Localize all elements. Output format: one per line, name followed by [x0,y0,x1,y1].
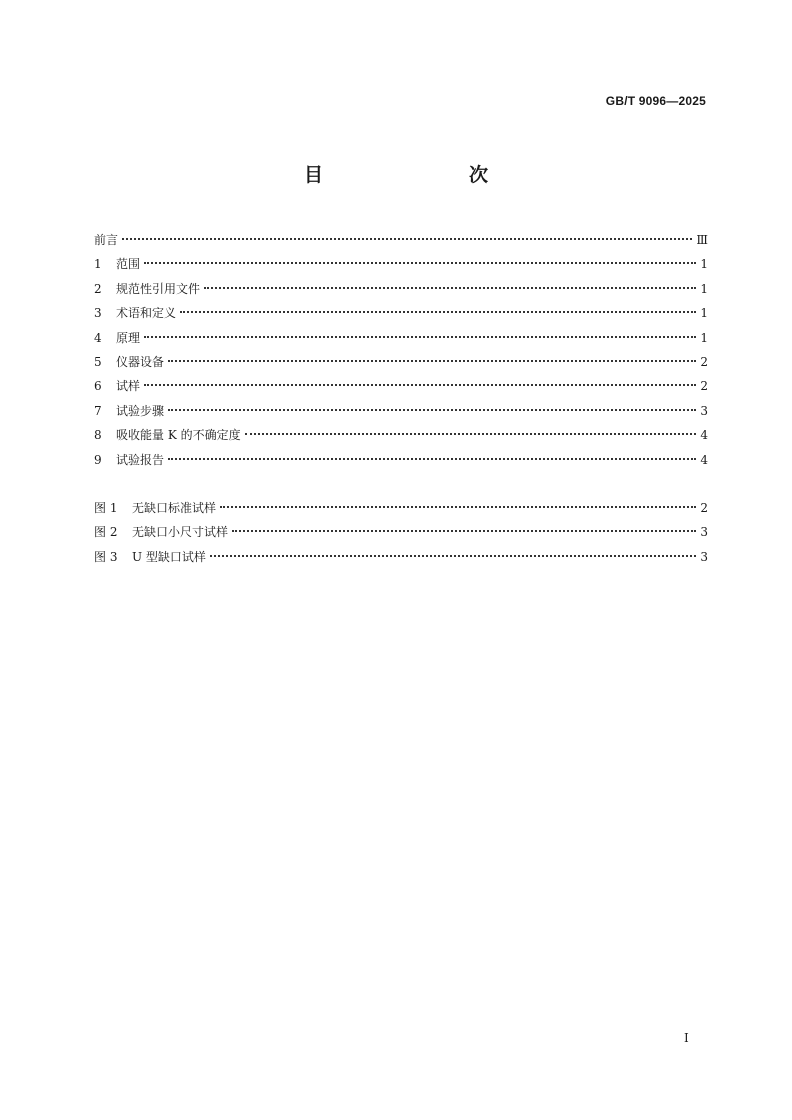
figure-entry-1[interactable] [94,496,708,520]
toc-entry-text: 吸收能量 K 的不确定度 [116,428,241,443]
toc-entry-page: Ⅲ [696,233,708,247]
toc-entry-apparatus[interactable] [94,350,708,374]
figure-entry-text: U 型缺口试样 [132,549,206,564]
toc-entry-number: 5 [94,354,102,369]
toc-entry-number: 8 [94,428,102,443]
toc-entry-text: 规范性引用文件 [116,281,201,296]
toc-entry-normative-references[interactable] [94,277,708,301]
toc-leader [180,311,696,313]
toc-leader [144,384,696,386]
toc-list [94,228,708,472]
toc-entry-scope[interactable] [94,252,708,276]
toc-entry-page: 4 [700,428,708,443]
figure-entry-text: 无缺口小尺寸试样 [132,525,229,540]
toc-leader [168,458,696,460]
toc-leader [204,287,696,289]
toc-entry-page: 2 [700,379,708,394]
toc-entry-terms[interactable] [94,301,708,325]
toc-entry-page: 1 [700,306,708,321]
toc-leader [220,506,696,508]
toc-entry-number: 7 [94,403,102,418]
toc-leader [210,555,696,557]
figure-entry-2[interactable] [94,520,708,544]
toc-entry-page: 1 [700,257,708,272]
toc-leader [144,262,696,264]
toc-leader [168,360,696,362]
toc-leader [232,530,696,532]
figure-entry-number: 图 1 [94,501,118,515]
standard-code: GB/T 9096—2025 [605,94,706,108]
toc-entry-page: 3 [700,403,708,418]
toc-entry-text: 试验步骤 [116,403,165,418]
toc-leader [168,409,696,411]
toc-entry-number: 3 [94,306,102,321]
toc-entry-number: 9 [94,452,102,467]
figure-entry-page: 3 [700,549,708,564]
toc-entry-text: 仪器设备 [116,354,165,369]
toc-entry-text: 试样 [116,379,141,394]
toc-entry-number: 6 [94,379,102,394]
figure-entry-page: 3 [700,525,708,540]
page-number: I [684,1031,689,1045]
toc-entry-text: 术语和定义 [116,306,177,321]
figure-entry-number: 图 2 [94,525,118,540]
toc-entry-text: 范围 [116,257,141,272]
toc-entry-page: 4 [700,452,708,467]
toc-entry-uncertainty[interactable] [94,423,708,447]
figure-list [94,496,708,569]
toc-entry-test-report[interactable] [94,448,708,472]
toc-entry-specimens[interactable] [94,374,708,398]
toc-leader [122,238,692,240]
toc-entry-page: 2 [700,354,708,369]
toc-entry-procedure[interactable] [94,399,708,423]
toc-entry-principle[interactable] [94,326,708,350]
toc-entry-number: 4 [94,330,102,345]
figure-entry-number: 图 3 [94,549,118,564]
toc-entry-page: 1 [700,281,708,296]
toc-entry-text: 试验报告 [116,452,165,467]
toc-leader [144,336,696,338]
toc-entry-foreword[interactable] [94,228,708,252]
toc-entry-number: 2 [94,281,102,296]
toc-entry-number: 1 [94,257,102,272]
toc-entry-page: 1 [700,330,708,345]
toc-entry-text: 前言 [94,233,119,247]
figure-entry-page: 2 [700,501,708,515]
figure-entry-text: 无缺口标准试样 [132,501,217,515]
toc-leader [245,433,696,435]
figure-entry-3[interactable] [94,545,708,569]
page-title: 目 次 [303,164,524,186]
toc-entry-text: 原理 [116,330,141,345]
